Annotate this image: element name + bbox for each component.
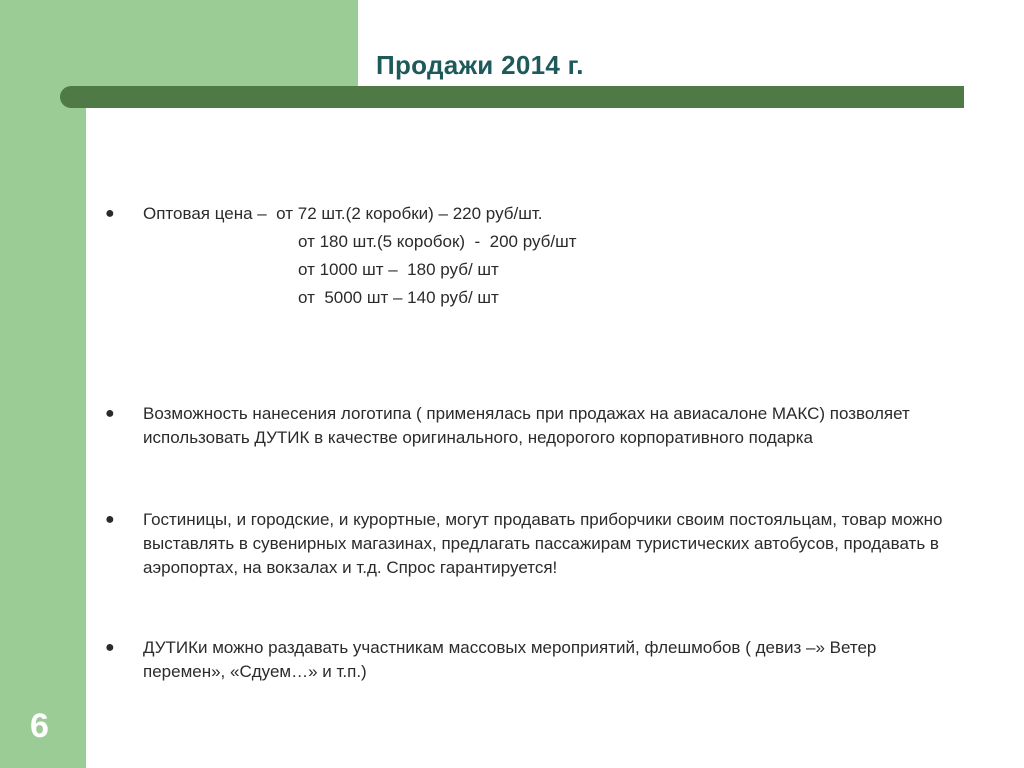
bullet-logo-printing (143, 402, 953, 450)
bullet-icon: ● (105, 405, 115, 422)
bullet-hotels (143, 508, 953, 580)
title-underline-bar (60, 86, 964, 108)
bullet-text: Возможность нанесения логотипа ( применялась при продажах на авиасалоне МАКС) позволяет использовать ДУТИК в качестве оригинального, недорогого корпоративного подарка (143, 404, 910, 447)
bullet-text: ДУТИКи можно раздавать участникам массовых мероприятий, флешмобов ( девиз –» Ветер перемен», «Сдуем…» и т.п.) (143, 638, 877, 681)
bullet-mass-events (143, 636, 953, 684)
left-decor-band (0, 0, 86, 768)
bullet-icon: ● (105, 205, 115, 222)
content-corner (86, 108, 116, 138)
bullet-icon: ● (105, 639, 115, 656)
slide-title: Продажи 2014 г. (376, 50, 584, 80)
bullet-icon: ● (105, 511, 115, 528)
bullet-wholesale-price (143, 202, 953, 226)
bullet-text: Гостиницы, и городские, и курортные, могут продавать приборчики своим постояльцам, товар можно выставлять в сувенирных магазинах, предлагать пассажирам туристических автобусов, продавать в аэропортах, на вокзалах и т.д. Спрос гарантируется! (143, 510, 943, 577)
price-tier-180: от 180 шт.(5 коробок) - 200 руб/шт (298, 232, 577, 251)
price-tier-5000: от 5000 шт – 140 руб/ шт (298, 288, 499, 307)
bullet-text: Оптовая цена – от 72 шт.(2 коробки) – 220 руб/шт. (143, 204, 543, 223)
page-number: 6 (30, 707, 49, 745)
price-tier-1000: от 1000 шт – 180 руб/ шт (298, 260, 499, 279)
